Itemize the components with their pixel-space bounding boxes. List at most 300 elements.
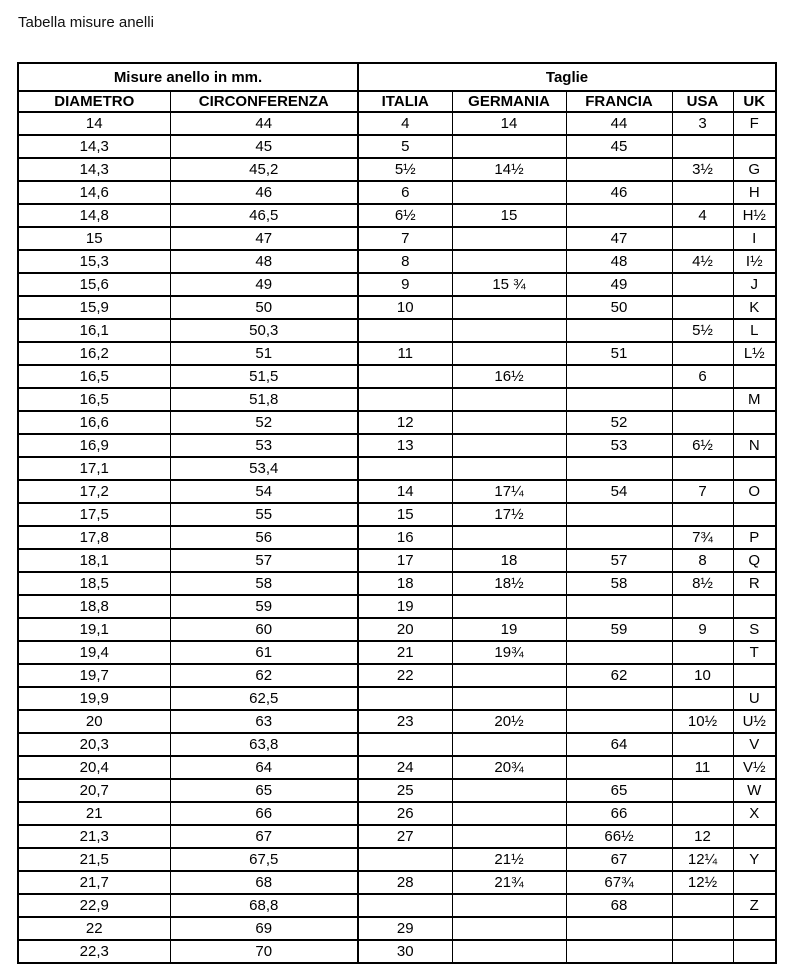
table-cell — [452, 664, 566, 687]
table-cell: N — [733, 434, 776, 457]
group-header-cell: Misure anello in mm. — [18, 63, 358, 91]
table-cell — [672, 641, 733, 664]
table-row — [18, 181, 776, 204]
table-cell: 8 — [358, 250, 452, 273]
table-cell — [358, 319, 452, 342]
table-cell — [566, 917, 672, 940]
table-cell — [452, 595, 566, 618]
table-cell — [672, 273, 733, 296]
table-cell: 68 — [170, 871, 358, 894]
table-row — [18, 917, 776, 940]
table-cell: 15 ¾ — [452, 273, 566, 296]
table-cell — [672, 595, 733, 618]
table-row — [18, 342, 776, 365]
table-cell — [733, 940, 776, 963]
table-cell: 3½ — [672, 158, 733, 181]
table-cell: 59 — [170, 595, 358, 618]
table-cell: 56 — [170, 526, 358, 549]
table-cell — [452, 135, 566, 158]
table-cell: 55 — [170, 503, 358, 526]
table-cell: V½ — [733, 756, 776, 779]
table-cell: 17,2 — [18, 480, 170, 503]
table-row — [18, 641, 776, 664]
table-cell: 15,9 — [18, 296, 170, 319]
table-row — [18, 457, 776, 480]
table-cell: 49 — [566, 273, 672, 296]
table-cell — [566, 710, 672, 733]
table-cell: 67,5 — [170, 848, 358, 871]
table-row — [18, 733, 776, 756]
column-header-cell: CIRCONFERENZA — [170, 91, 358, 112]
table-cell: 7¾ — [672, 526, 733, 549]
table-row — [18, 848, 776, 871]
table-cell: 9 — [358, 273, 452, 296]
table-cell: 19 — [358, 595, 452, 618]
table-cell — [566, 365, 672, 388]
table-cell: 12 — [672, 825, 733, 848]
table-cell — [733, 917, 776, 940]
table-cell: Z — [733, 894, 776, 917]
table-cell: 62 — [170, 664, 358, 687]
table-cell: 9 — [672, 618, 733, 641]
table-cell: 57 — [566, 549, 672, 572]
table-cell — [452, 250, 566, 273]
table-cell — [566, 641, 672, 664]
table-cell: 68,8 — [170, 894, 358, 917]
table-cell: 50 — [170, 296, 358, 319]
table-row — [18, 595, 776, 618]
table-row — [18, 250, 776, 273]
table-cell — [358, 733, 452, 756]
table-cell: 18,5 — [18, 572, 170, 595]
table-cell: 21,3 — [18, 825, 170, 848]
table-cell: V — [733, 733, 776, 756]
table-cell: 10 — [672, 664, 733, 687]
table-cell: 64 — [170, 756, 358, 779]
table-cell: 17¼ — [452, 480, 566, 503]
table-cell: 44 — [566, 112, 672, 135]
table-row — [18, 135, 776, 158]
table-cell: 15 — [452, 204, 566, 227]
table-cell — [733, 664, 776, 687]
table-row — [18, 894, 776, 917]
table-cell: 52 — [170, 411, 358, 434]
table-cell: L½ — [733, 342, 776, 365]
table-cell: 21,5 — [18, 848, 170, 871]
column-header-cell: GERMANIA — [452, 91, 566, 112]
table-cell: 15 — [18, 227, 170, 250]
table-cell — [452, 411, 566, 434]
table-cell: J — [733, 273, 776, 296]
table-cell: O — [733, 480, 776, 503]
table-cell: 16,5 — [18, 388, 170, 411]
table-cell: 20½ — [452, 710, 566, 733]
table-cell: 46 — [170, 181, 358, 204]
table-cell: 22 — [358, 664, 452, 687]
table-cell: 45 — [566, 135, 672, 158]
table-cell: G — [733, 158, 776, 181]
table-cell — [452, 319, 566, 342]
table-cell — [672, 135, 733, 158]
table-cell: 20,4 — [18, 756, 170, 779]
table-cell: 22,3 — [18, 940, 170, 963]
table-cell — [566, 595, 672, 618]
table-cell — [733, 595, 776, 618]
table-cell: Y — [733, 848, 776, 871]
table-cell: 5 — [358, 135, 452, 158]
table-cell: 51,5 — [170, 365, 358, 388]
table-cell: 44 — [170, 112, 358, 135]
table-cell: 7 — [358, 227, 452, 250]
table-cell: 15 — [358, 503, 452, 526]
table-cell: T — [733, 641, 776, 664]
table-cell: 15,3 — [18, 250, 170, 273]
table-cell — [672, 388, 733, 411]
page-title: Tabella misure anelli — [18, 14, 154, 31]
table-cell: K — [733, 296, 776, 319]
table-row — [18, 526, 776, 549]
table-cell: 62,5 — [170, 687, 358, 710]
table-cell: 20 — [18, 710, 170, 733]
table-cell: 29 — [358, 917, 452, 940]
table-cell: 19,7 — [18, 664, 170, 687]
table-cell — [358, 894, 452, 917]
table-cell — [452, 227, 566, 250]
table-cell — [452, 917, 566, 940]
table-row — [18, 204, 776, 227]
table-cell: 4½ — [672, 250, 733, 273]
table-cell: 14 — [358, 480, 452, 503]
table-cell: R — [733, 572, 776, 595]
table-cell: 7 — [672, 480, 733, 503]
table-cell: 22,9 — [18, 894, 170, 917]
table-cell: 70 — [170, 940, 358, 963]
table-cell: 65 — [170, 779, 358, 802]
table-cell: 14,3 — [18, 135, 170, 158]
table-cell — [672, 940, 733, 963]
table-cell: 50 — [566, 296, 672, 319]
table-header — [18, 63, 776, 112]
table-cell — [566, 756, 672, 779]
table-cell: 66½ — [566, 825, 672, 848]
column-header-cell: ITALIA — [358, 91, 452, 112]
table-cell: 51,8 — [170, 388, 358, 411]
table-row — [18, 227, 776, 250]
table-cell: 16½ — [452, 365, 566, 388]
table-cell: 10 — [358, 296, 452, 319]
table-row — [18, 296, 776, 319]
table-cell — [733, 365, 776, 388]
table-cell — [672, 342, 733, 365]
table-cell: 6 — [358, 181, 452, 204]
table-cell: L — [733, 319, 776, 342]
table-row — [18, 158, 776, 181]
table-cell: 16,9 — [18, 434, 170, 457]
table-cell: I — [733, 227, 776, 250]
table-row — [18, 434, 776, 457]
table-cell — [566, 940, 672, 963]
table-cell: 20,7 — [18, 779, 170, 802]
table-cell: 6 — [672, 365, 733, 388]
table-row — [18, 112, 776, 135]
table-cell: 10½ — [672, 710, 733, 733]
table-cell — [358, 388, 452, 411]
table-cell: 14,3 — [18, 158, 170, 181]
table-cell — [733, 871, 776, 894]
table-row — [18, 319, 776, 342]
table-cell: P — [733, 526, 776, 549]
table-cell: S — [733, 618, 776, 641]
table-cell: M — [733, 388, 776, 411]
table-cell: 22 — [18, 917, 170, 940]
table-row — [18, 825, 776, 848]
table-cell: 14,8 — [18, 204, 170, 227]
table-cell — [452, 434, 566, 457]
table-cell: 64 — [566, 733, 672, 756]
table-cell: 11 — [672, 756, 733, 779]
table-cell: 53 — [566, 434, 672, 457]
table-cell: H — [733, 181, 776, 204]
table-cell — [452, 296, 566, 319]
table-cell: 18,1 — [18, 549, 170, 572]
table-cell: 23 — [358, 710, 452, 733]
table-cell — [733, 503, 776, 526]
table-cell: 62 — [566, 664, 672, 687]
table-cell: 16 — [358, 526, 452, 549]
table-cell — [672, 227, 733, 250]
table-cell: U½ — [733, 710, 776, 733]
table-cell: 48 — [566, 250, 672, 273]
table-cell: 16,6 — [18, 411, 170, 434]
table-row — [18, 940, 776, 963]
table-cell — [566, 526, 672, 549]
table-row — [18, 756, 776, 779]
table-cell — [733, 411, 776, 434]
table-row — [18, 388, 776, 411]
table-cell: 47 — [170, 227, 358, 250]
table-cell: F — [733, 112, 776, 135]
table-row — [18, 618, 776, 641]
table-cell: 15,6 — [18, 273, 170, 296]
table-cell: 63 — [170, 710, 358, 733]
table-cell: 49 — [170, 273, 358, 296]
table-cell — [566, 503, 672, 526]
table-row — [18, 687, 776, 710]
table-cell: 52 — [566, 411, 672, 434]
table-cell: 20,3 — [18, 733, 170, 756]
table-row — [18, 871, 776, 894]
table-cell — [672, 503, 733, 526]
table-cell: 3 — [672, 112, 733, 135]
table-cell: 68 — [566, 894, 672, 917]
table-cell — [452, 802, 566, 825]
table-cell: 18,8 — [18, 595, 170, 618]
table-cell — [566, 319, 672, 342]
table-cell: 61 — [170, 641, 358, 664]
table-cell — [452, 940, 566, 963]
table-cell — [566, 204, 672, 227]
table-cell: Q — [733, 549, 776, 572]
table-cell: 12 — [358, 411, 452, 434]
table-cell: 19¾ — [452, 641, 566, 664]
table-cell: 67 — [170, 825, 358, 848]
table-cell: 17,8 — [18, 526, 170, 549]
table-cell — [566, 457, 672, 480]
table-cell — [358, 848, 452, 871]
table-cell: 4 — [672, 204, 733, 227]
table-cell: 59 — [566, 618, 672, 641]
table-cell: 66 — [566, 802, 672, 825]
table-cell: 5½ — [358, 158, 452, 181]
table-cell — [452, 894, 566, 917]
table-cell: 18 — [452, 549, 566, 572]
table-cell: 25 — [358, 779, 452, 802]
table-cell: 53,4 — [170, 457, 358, 480]
table-cell — [566, 687, 672, 710]
table-cell: 46,5 — [170, 204, 358, 227]
table-row — [18, 411, 776, 434]
table-cell: 66 — [170, 802, 358, 825]
table-cell: 27 — [358, 825, 452, 848]
table-cell: 67 — [566, 848, 672, 871]
table-cell: 17,5 — [18, 503, 170, 526]
table-cell: 21½ — [452, 848, 566, 871]
table-cell — [452, 825, 566, 848]
table-cell: 16,1 — [18, 319, 170, 342]
table-cell — [358, 457, 452, 480]
table-cell — [733, 135, 776, 158]
table-cell: 17½ — [452, 503, 566, 526]
table-cell — [672, 411, 733, 434]
table-cell: 47 — [566, 227, 672, 250]
table-cell: 8 — [672, 549, 733, 572]
table-row — [18, 710, 776, 733]
group-header-row — [18, 63, 776, 91]
table-cell: 24 — [358, 756, 452, 779]
table-cell: 53 — [170, 434, 358, 457]
table-cell: 30 — [358, 940, 452, 963]
table-cell — [566, 158, 672, 181]
table-cell — [672, 181, 733, 204]
table-cell: W — [733, 779, 776, 802]
table-cell — [672, 894, 733, 917]
table-cell — [452, 181, 566, 204]
table-row — [18, 503, 776, 526]
table-cell: 54 — [170, 480, 358, 503]
table-cell: 14 — [452, 112, 566, 135]
table-cell: 54 — [566, 480, 672, 503]
table-cell: 14½ — [452, 158, 566, 181]
table-cell: 19,1 — [18, 618, 170, 641]
table-cell: 51 — [566, 342, 672, 365]
table-cell: 50,3 — [170, 319, 358, 342]
table-cell — [733, 825, 776, 848]
table-cell: 67¾ — [566, 871, 672, 894]
table-cell: 58 — [170, 572, 358, 595]
table-cell: 17,1 — [18, 457, 170, 480]
table-cell: 65 — [566, 779, 672, 802]
table-body — [18, 112, 776, 963]
table-cell — [672, 733, 733, 756]
table-cell: 58 — [566, 572, 672, 595]
table-cell: 13 — [358, 434, 452, 457]
table-cell: 11 — [358, 342, 452, 365]
table-row — [18, 480, 776, 503]
table-cell: 46 — [566, 181, 672, 204]
table-cell: 18 — [358, 572, 452, 595]
table-cell: 60 — [170, 618, 358, 641]
table-cell: 14 — [18, 112, 170, 135]
table-cell — [358, 365, 452, 388]
table-cell: 6½ — [358, 204, 452, 227]
table-cell — [452, 526, 566, 549]
table-cell: 21 — [358, 641, 452, 664]
table-cell — [672, 296, 733, 319]
table-cell — [672, 917, 733, 940]
table-row — [18, 779, 776, 802]
table-cell: 69 — [170, 917, 358, 940]
table-cell: 12¼ — [672, 848, 733, 871]
table-row — [18, 273, 776, 296]
table-cell — [452, 733, 566, 756]
table-cell: H½ — [733, 204, 776, 227]
column-header-row — [18, 91, 776, 112]
table-cell: 21¾ — [452, 871, 566, 894]
table-cell — [452, 457, 566, 480]
table-cell — [452, 687, 566, 710]
table-cell: 63,8 — [170, 733, 358, 756]
column-header-cell: DIAMETRO — [18, 91, 170, 112]
table-cell: 8½ — [672, 572, 733, 595]
table-cell: 26 — [358, 802, 452, 825]
table-cell: 18½ — [452, 572, 566, 595]
table-cell: 21 — [18, 802, 170, 825]
table-cell — [672, 457, 733, 480]
table-cell: 5½ — [672, 319, 733, 342]
group-header-cell: Taglie — [358, 63, 776, 91]
table-cell: 14,6 — [18, 181, 170, 204]
table-cell — [358, 687, 452, 710]
table-cell: 21,7 — [18, 871, 170, 894]
table-row — [18, 549, 776, 572]
table-cell: X — [733, 802, 776, 825]
table-cell: 48 — [170, 250, 358, 273]
column-header-cell: FRANCIA — [566, 91, 672, 112]
table-cell — [672, 802, 733, 825]
table-cell — [733, 457, 776, 480]
table-row — [18, 802, 776, 825]
table-cell: 28 — [358, 871, 452, 894]
table-cell: 45 — [170, 135, 358, 158]
table-cell — [672, 687, 733, 710]
table-cell: 17 — [358, 549, 452, 572]
table-cell: 12½ — [672, 871, 733, 894]
table-cell — [566, 388, 672, 411]
table-cell: 6½ — [672, 434, 733, 457]
table-cell — [452, 779, 566, 802]
ring-size-table — [17, 62, 777, 964]
table-cell: 51 — [170, 342, 358, 365]
table-cell: U — [733, 687, 776, 710]
table-cell: 20 — [358, 618, 452, 641]
table-cell: I½ — [733, 250, 776, 273]
table-cell — [452, 342, 566, 365]
table-cell: 4 — [358, 112, 452, 135]
table-cell: 19,4 — [18, 641, 170, 664]
table-row — [18, 365, 776, 388]
table-cell: 19 — [452, 618, 566, 641]
table-cell: 19,9 — [18, 687, 170, 710]
